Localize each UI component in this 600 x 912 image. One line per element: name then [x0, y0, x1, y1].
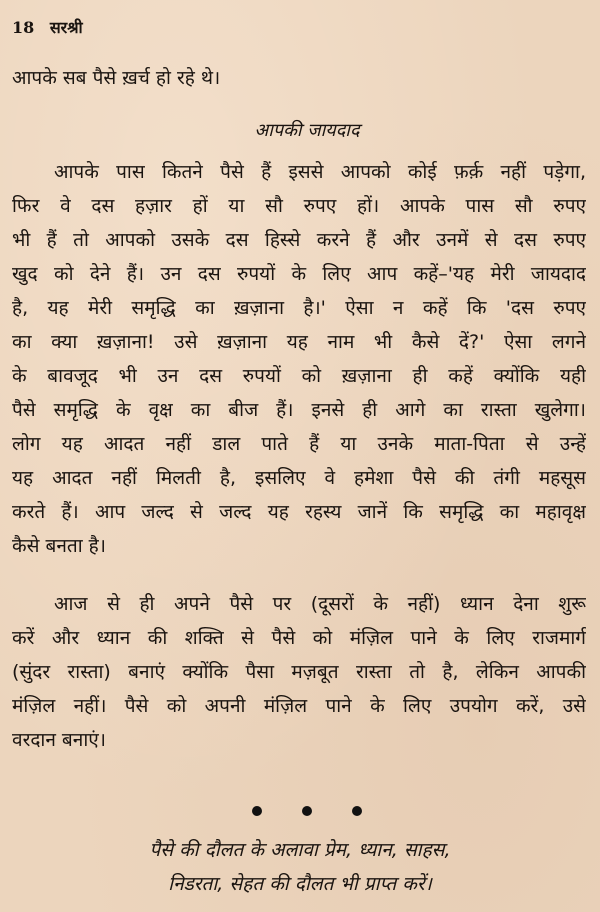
text-line: करते हैं। आप जल्द से जल्द यह रहस्य जानें कि समृद्धि का महावृक्ष [12, 501, 586, 523]
text-line: आपके सब पैसे ख़र्च हो रहे थे। [12, 67, 221, 89]
text-line: यह आदत नहीं मिलती है, इसलिए वे हमेशा पैसे की तंगी महसूस [12, 467, 586, 489]
text-line: के बावजूद भी उन दस रुपयों को ख़ज़ाना ही कहें क्योंकि यही [12, 365, 586, 387]
page-number: 18 [12, 18, 35, 37]
text-line: वरदान बनाएं। [12, 729, 106, 751]
text-line: फिर वे दस हज़ार हों या सौ रुपए हों। आपके पास सौ रुपए [12, 195, 586, 217]
bullet-dot [302, 806, 312, 816]
text-line: करें और ध्यान की शक्ति से पैसे को मंज़िल पाने के लिए राजमार्ग [12, 627, 586, 649]
section-divider [252, 806, 362, 816]
text-line: (सुंदर रास्ता) बनाएं क्योंकि पैसा मज़बूत रास्ता तो है, लेकिन आपकी [12, 661, 586, 683]
text-line: का क्या ख़ज़ाना! उसे ख़ज़ाना यह नाम भी कैसे दें?' ऐसा लगने [12, 331, 586, 353]
closing-quote-line: निडरता, सेहत की दौलत भी प्राप्त करें। [168, 873, 432, 895]
page-header [12, 16, 83, 38]
text-line: भी हैं तो आपको उसके दस हिस्से करने हैं और उनमें से दस रुपए [12, 229, 586, 251]
bullet-dot [352, 806, 362, 816]
running-title: सरश्री [49, 18, 83, 37]
closing-quote-line: पैसे की दौलत के अलावा प्रेम, ध्यान, साहस, [149, 839, 451, 861]
text-line: मंज़िल नहीं। पैसे को अपनी मंज़िल पाने के लिए उपयोग करें, उसे [12, 695, 586, 717]
text-line: आज से ही अपने पैसे पर (दूसरों के नहीं) ध्यान देना शुरू [54, 593, 586, 615]
bullet-dot [252, 806, 262, 816]
text-line: लोग यह आदत नहीं डाल पाते हैं या उनके माता-पिता से उन्हें [12, 433, 586, 455]
text-line: कैसे बनता है। [12, 535, 106, 557]
text-line: है, यह मेरी समृद्धि का ख़ज़ाना है।' ऐसा न कहें कि 'दस रुपए [12, 297, 586, 319]
text-line: पैसे समृद्धि के वृक्ष का बीज हैं। इनसे ही आगे का रास्ता खुलेगा। [12, 399, 586, 421]
section-heading: आपकी जायदाद [254, 120, 360, 141]
text-line: खुद को देने हैं। उन दस रुपयों के लिए आप कहें–'यह मेरी जायदाद [12, 263, 586, 285]
text-line: आपके पास कितने पैसे हैं इससे आपको कोई फ़र्क़ नहीं पड़ेगा, [54, 161, 586, 183]
